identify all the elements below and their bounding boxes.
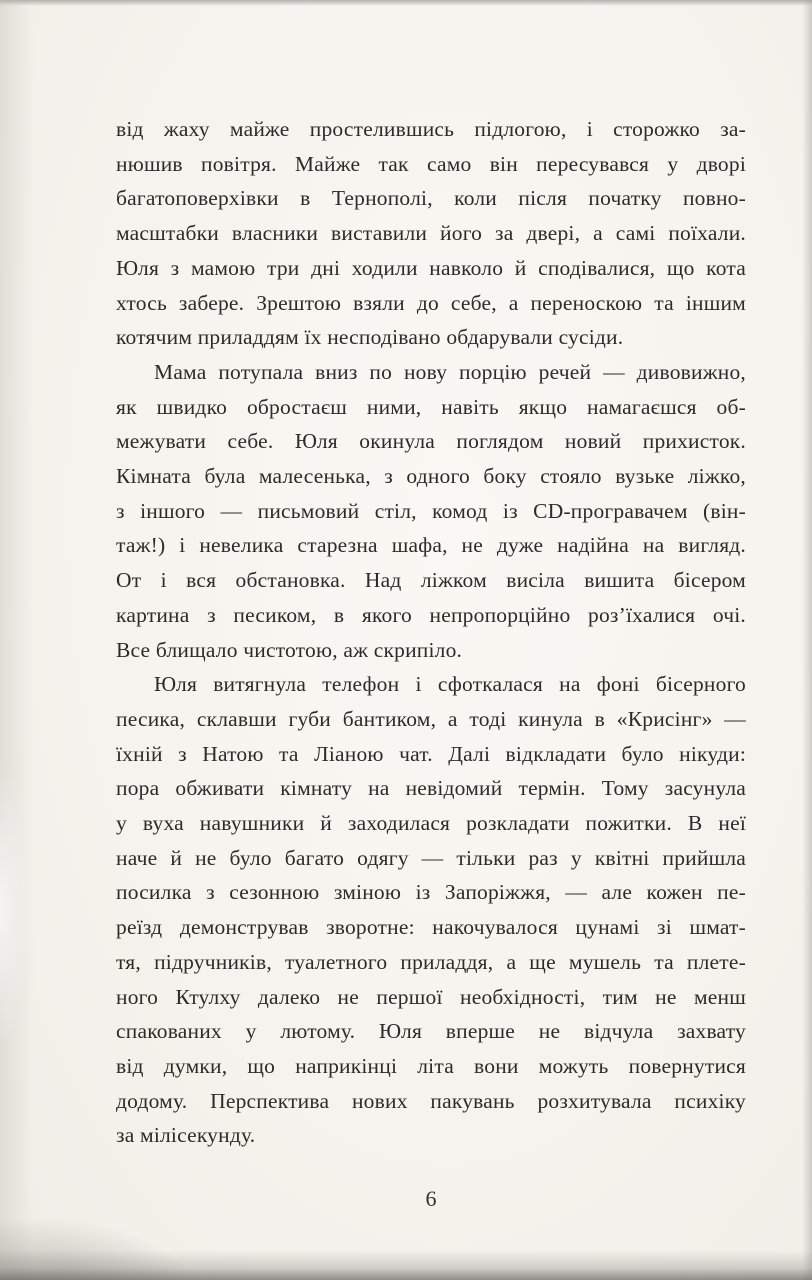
scan-edge-bottom [0,1250,812,1280]
text-block [116,112,746,1153]
text-line: масштабки власники виставили його за двері, а самі поїхали. [116,221,746,246]
text-line: Юля витягнула телефон і сфоткалася на фоні бісерного [154,672,746,697]
text-line: Все блищало чистотою, аж скрипіло. [116,637,463,662]
text-line: межувати себе. Юля окинула поглядом новий прихисток. [116,429,746,454]
text-line: От і вся обстановка. Над ліжком висіла вишита бісером [116,568,746,593]
scan-edge-right [802,0,812,1280]
text-line: спакованих у лютому. Юля вперше не відчула захвату [116,1019,746,1044]
text-line: котячим приладдям їх несподівано обдарували сусіди. [116,325,624,350]
page-number: 6 [425,1186,437,1211]
text-line: песика, склавши губи бантиком, а тоді кинула в «Крисінг» — [116,706,746,731]
text-line: від думки, що наприкінці літа вони можуть повернутися [116,1053,746,1078]
scan-edge-left [0,0,34,1280]
text-line: посилка з сезонною зміною із Запоріжжя, — але кожен пе- [116,880,746,905]
text-line: пора обживати кімнату на невідомий термін. Тому засунула [116,776,746,801]
text-line: у вуха навушники й заходилася розкладати пожитки. В неї [116,811,746,836]
text-line: від жаху майже простелившись підлогою, і сторожко за- [116,117,746,141]
text-line: Мама потупала вниз по нову порцію речей — дивовижно, [154,359,746,384]
text-line: з іншого — письмовий стіл, комод із CD-програвачем (він- [116,498,746,523]
text-line: нюшив повітря. Майже так само він пересувався у дворі [116,151,746,176]
text-line: реїзд демонстрував зворотне: накочувалося цунамі зі шмат- [116,915,746,940]
text-line: таж!) і невелика старезна шафа, не дуже надійна на вигляд. [116,533,746,558]
text-line: багатоповерхівки в Тернополі, коли після початку повно- [116,186,746,211]
page-curve-highlight [0,780,26,1040]
text-line: за мілісекунду. [116,1123,256,1148]
text-line: ного Ктулху далеко не першої необхідності, тим не менш [116,984,746,1009]
text-line: наче й не було багато одягу — тільки раз у квітні прийшла [116,845,746,870]
text-line: картина з песиком, в якого непропорційно роз’їхалися очі. [116,602,746,627]
text-line: їхній з Натою та Ліаною чат. Далі відкладати було нікуди: [116,741,746,766]
text-line: додому. Перспектива нових пакувань розхитувала психіку [116,1088,746,1113]
text-line: Кімната була малесенька, з одного боку стояло вузьке ліжко, [116,464,746,489]
text-line: хтось забере. Зрештою взяли до себе, а переноскою та іншим [116,290,746,315]
text-line: Юля з мамою три дні ходили навколо й сподівалися, що кота [116,255,746,280]
text-line: як швидко обростаєш ними, навіть якщо намагаєшся об- [116,394,746,419]
scan-edge-top [0,0,812,6]
text-line: тя, підручників, туалетного приладдя, а ще мушель та плете- [116,949,746,974]
